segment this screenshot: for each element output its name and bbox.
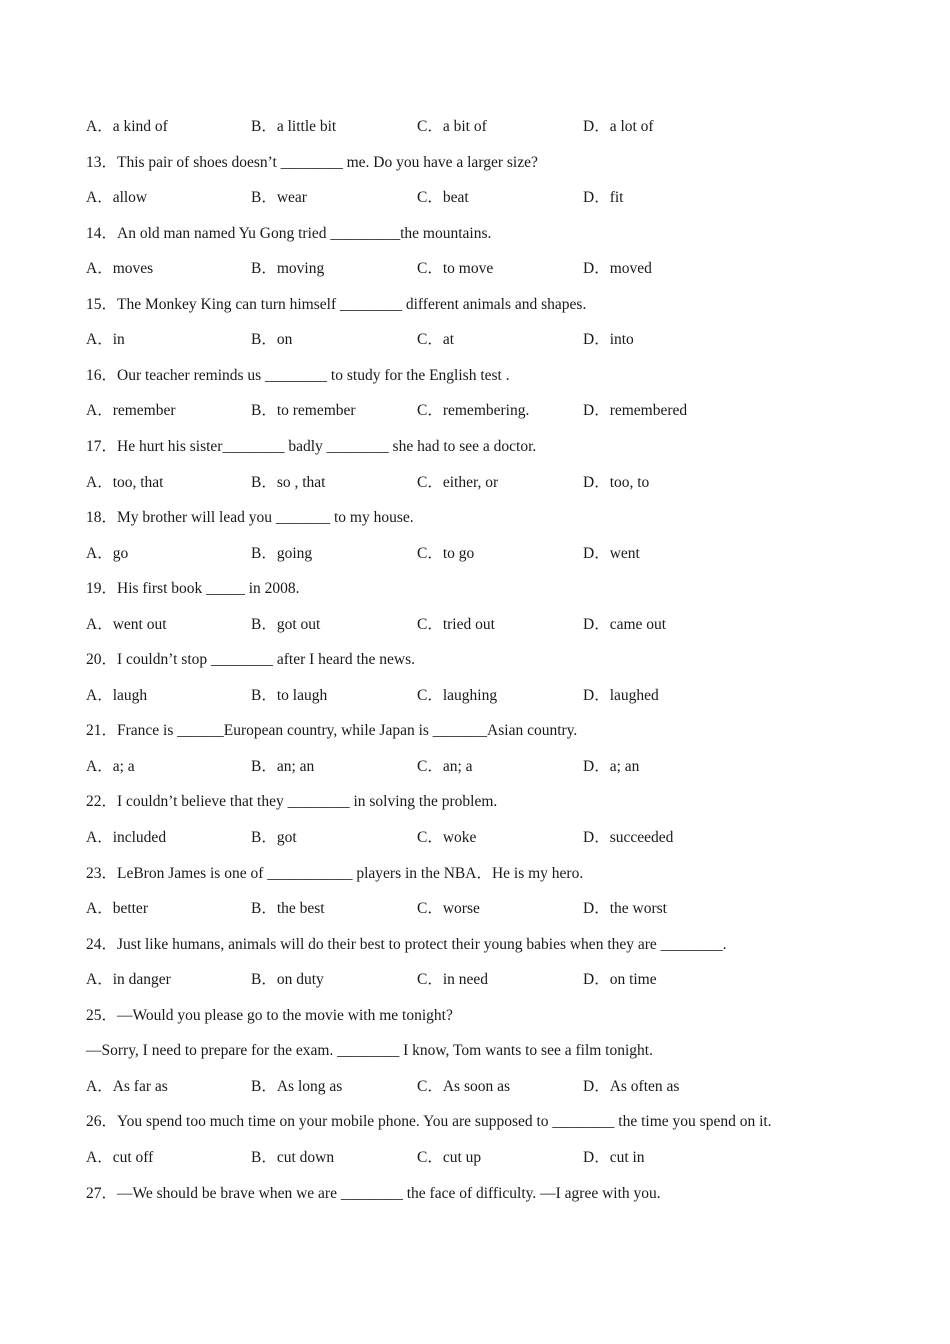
answer-options xyxy=(0,330,950,350)
question-text: 23．LeBron James is one of ___________ players in the NBA．He is my hero. xyxy=(86,865,584,882)
answer-options xyxy=(0,970,950,990)
option-d: D．remembered xyxy=(583,402,688,419)
question-text: 19．His first book _____ in 2008. xyxy=(86,580,300,597)
question-text: 13．This pair of shoes doesn’t ________ me. Do you have a larger size? xyxy=(86,154,538,171)
option-d: D．into xyxy=(583,331,634,348)
answer-options xyxy=(0,117,950,137)
option-c: C．to go xyxy=(417,545,475,562)
question-text: 20．I couldn’t stop ________ after I heard the news. xyxy=(86,651,416,668)
answer-options xyxy=(0,259,950,279)
answer-options xyxy=(0,686,950,706)
option-c: C．either, or xyxy=(417,474,499,491)
option-d: D．a; an xyxy=(583,758,640,775)
option-b: B．going xyxy=(251,545,313,562)
option-c: C．cut up xyxy=(417,1149,482,1166)
option-a: A．go xyxy=(86,545,129,562)
answer-options xyxy=(0,828,950,848)
option-d: D．on time xyxy=(583,971,657,988)
option-b: B．an; an xyxy=(251,758,315,775)
answer-options xyxy=(0,757,950,777)
option-a: A．allow xyxy=(86,189,148,206)
option-c: C．beat xyxy=(417,189,469,206)
option-a: A．better xyxy=(86,900,148,917)
answer-options xyxy=(0,473,950,493)
option-c: C．As soon as xyxy=(417,1078,511,1095)
question-text: 18．My brother will lead you _______ to my house. xyxy=(86,509,414,526)
option-d: D．moved xyxy=(583,260,652,277)
option-d: D．too, to xyxy=(583,474,650,491)
option-d: D．cut in xyxy=(583,1149,645,1166)
option-c: C．worse xyxy=(417,900,480,917)
option-a: A．moves xyxy=(86,260,154,277)
option-d: D．a lot of xyxy=(583,118,654,135)
answer-options xyxy=(0,899,950,919)
answer-options xyxy=(0,188,950,208)
option-b: B．the best xyxy=(251,900,325,917)
option-b: B．As long as xyxy=(251,1078,343,1095)
option-c: C．remembering. xyxy=(417,402,530,419)
question-text: 26．You spend too much time on your mobile phone. You are supposed to ________ the time you spend on it. xyxy=(86,1113,772,1130)
option-c: C．in need xyxy=(417,971,489,988)
option-c: C．a bit of xyxy=(417,118,487,135)
option-a: A．a; a xyxy=(86,758,135,775)
option-b: B．wear xyxy=(251,189,307,206)
option-c: C．at xyxy=(417,331,455,348)
option-d: D．came out xyxy=(583,616,667,633)
option-a: A．included xyxy=(86,829,167,846)
option-d: D．succeeded xyxy=(583,829,674,846)
question-text: 24．Just like humans, animals will do their best to protect their young babies when they are ________. xyxy=(86,936,727,953)
question-text: 16．Our teacher reminds us ________ to study for the English test . xyxy=(86,367,510,384)
option-d: D．went xyxy=(583,545,640,562)
option-c: C．laughing xyxy=(417,687,498,704)
option-b: B．on xyxy=(251,331,293,348)
question-text: 15．The Monkey King can turn himself ________ different animals and shapes. xyxy=(86,296,587,313)
option-a: A．went out xyxy=(86,616,167,633)
option-c: C．to move xyxy=(417,260,494,277)
option-d: D．laughed xyxy=(583,687,659,704)
question-text: 17．He hurt his sister________ badly ________ she had to see a doctor. xyxy=(86,438,537,455)
option-b: B．moving xyxy=(251,260,325,277)
question-text: 22．I couldn’t believe that they ________ in solving the problem. xyxy=(86,793,498,810)
question-text: 25．—Would you please go to the movie with me tonight? xyxy=(86,1007,453,1024)
option-c: C．an; a xyxy=(417,758,473,775)
option-c: C．woke xyxy=(417,829,477,846)
option-a: A．As far as xyxy=(86,1078,168,1095)
option-a: A．in xyxy=(86,331,125,348)
question-text: 27．—We should be brave when we are ________ the face of difficulty. —I agree with you. xyxy=(86,1185,661,1202)
answer-options xyxy=(0,1077,950,1097)
option-a: A．in danger xyxy=(86,971,171,988)
answer-options xyxy=(0,615,950,635)
option-a: A．cut off xyxy=(86,1149,154,1166)
option-d: D．As often as xyxy=(583,1078,680,1095)
option-d: D．fit xyxy=(583,189,624,206)
option-a: A．too, that xyxy=(86,474,164,491)
option-a: A．a kind of xyxy=(86,118,168,135)
option-d: D．the worst xyxy=(583,900,667,917)
option-b: B．on duty xyxy=(251,971,324,988)
option-a: A．laugh xyxy=(86,687,148,704)
question-text: 21．France is ______European country, while Japan is _______Asian country. xyxy=(86,722,578,739)
option-b: B．to remember xyxy=(251,402,356,419)
option-b: B．a little bit xyxy=(251,118,337,135)
question-text: 14．An old man named Yu Gong tried _________the mountains. xyxy=(86,225,492,242)
option-c: C．tried out xyxy=(417,616,495,633)
question-text: —Sorry, I need to prepare for the exam. ________ I know, Tom wants to see a film tonight. xyxy=(86,1042,653,1059)
option-b: B．got xyxy=(251,829,297,846)
option-b: B．got out xyxy=(251,616,321,633)
option-b: B．so , that xyxy=(251,474,326,491)
answer-options xyxy=(0,401,950,421)
option-b: B．to laugh xyxy=(251,687,328,704)
option-a: A．remember xyxy=(86,402,176,419)
option-b: B．cut down xyxy=(251,1149,335,1166)
answer-options xyxy=(0,544,950,564)
answer-options xyxy=(0,1148,950,1168)
